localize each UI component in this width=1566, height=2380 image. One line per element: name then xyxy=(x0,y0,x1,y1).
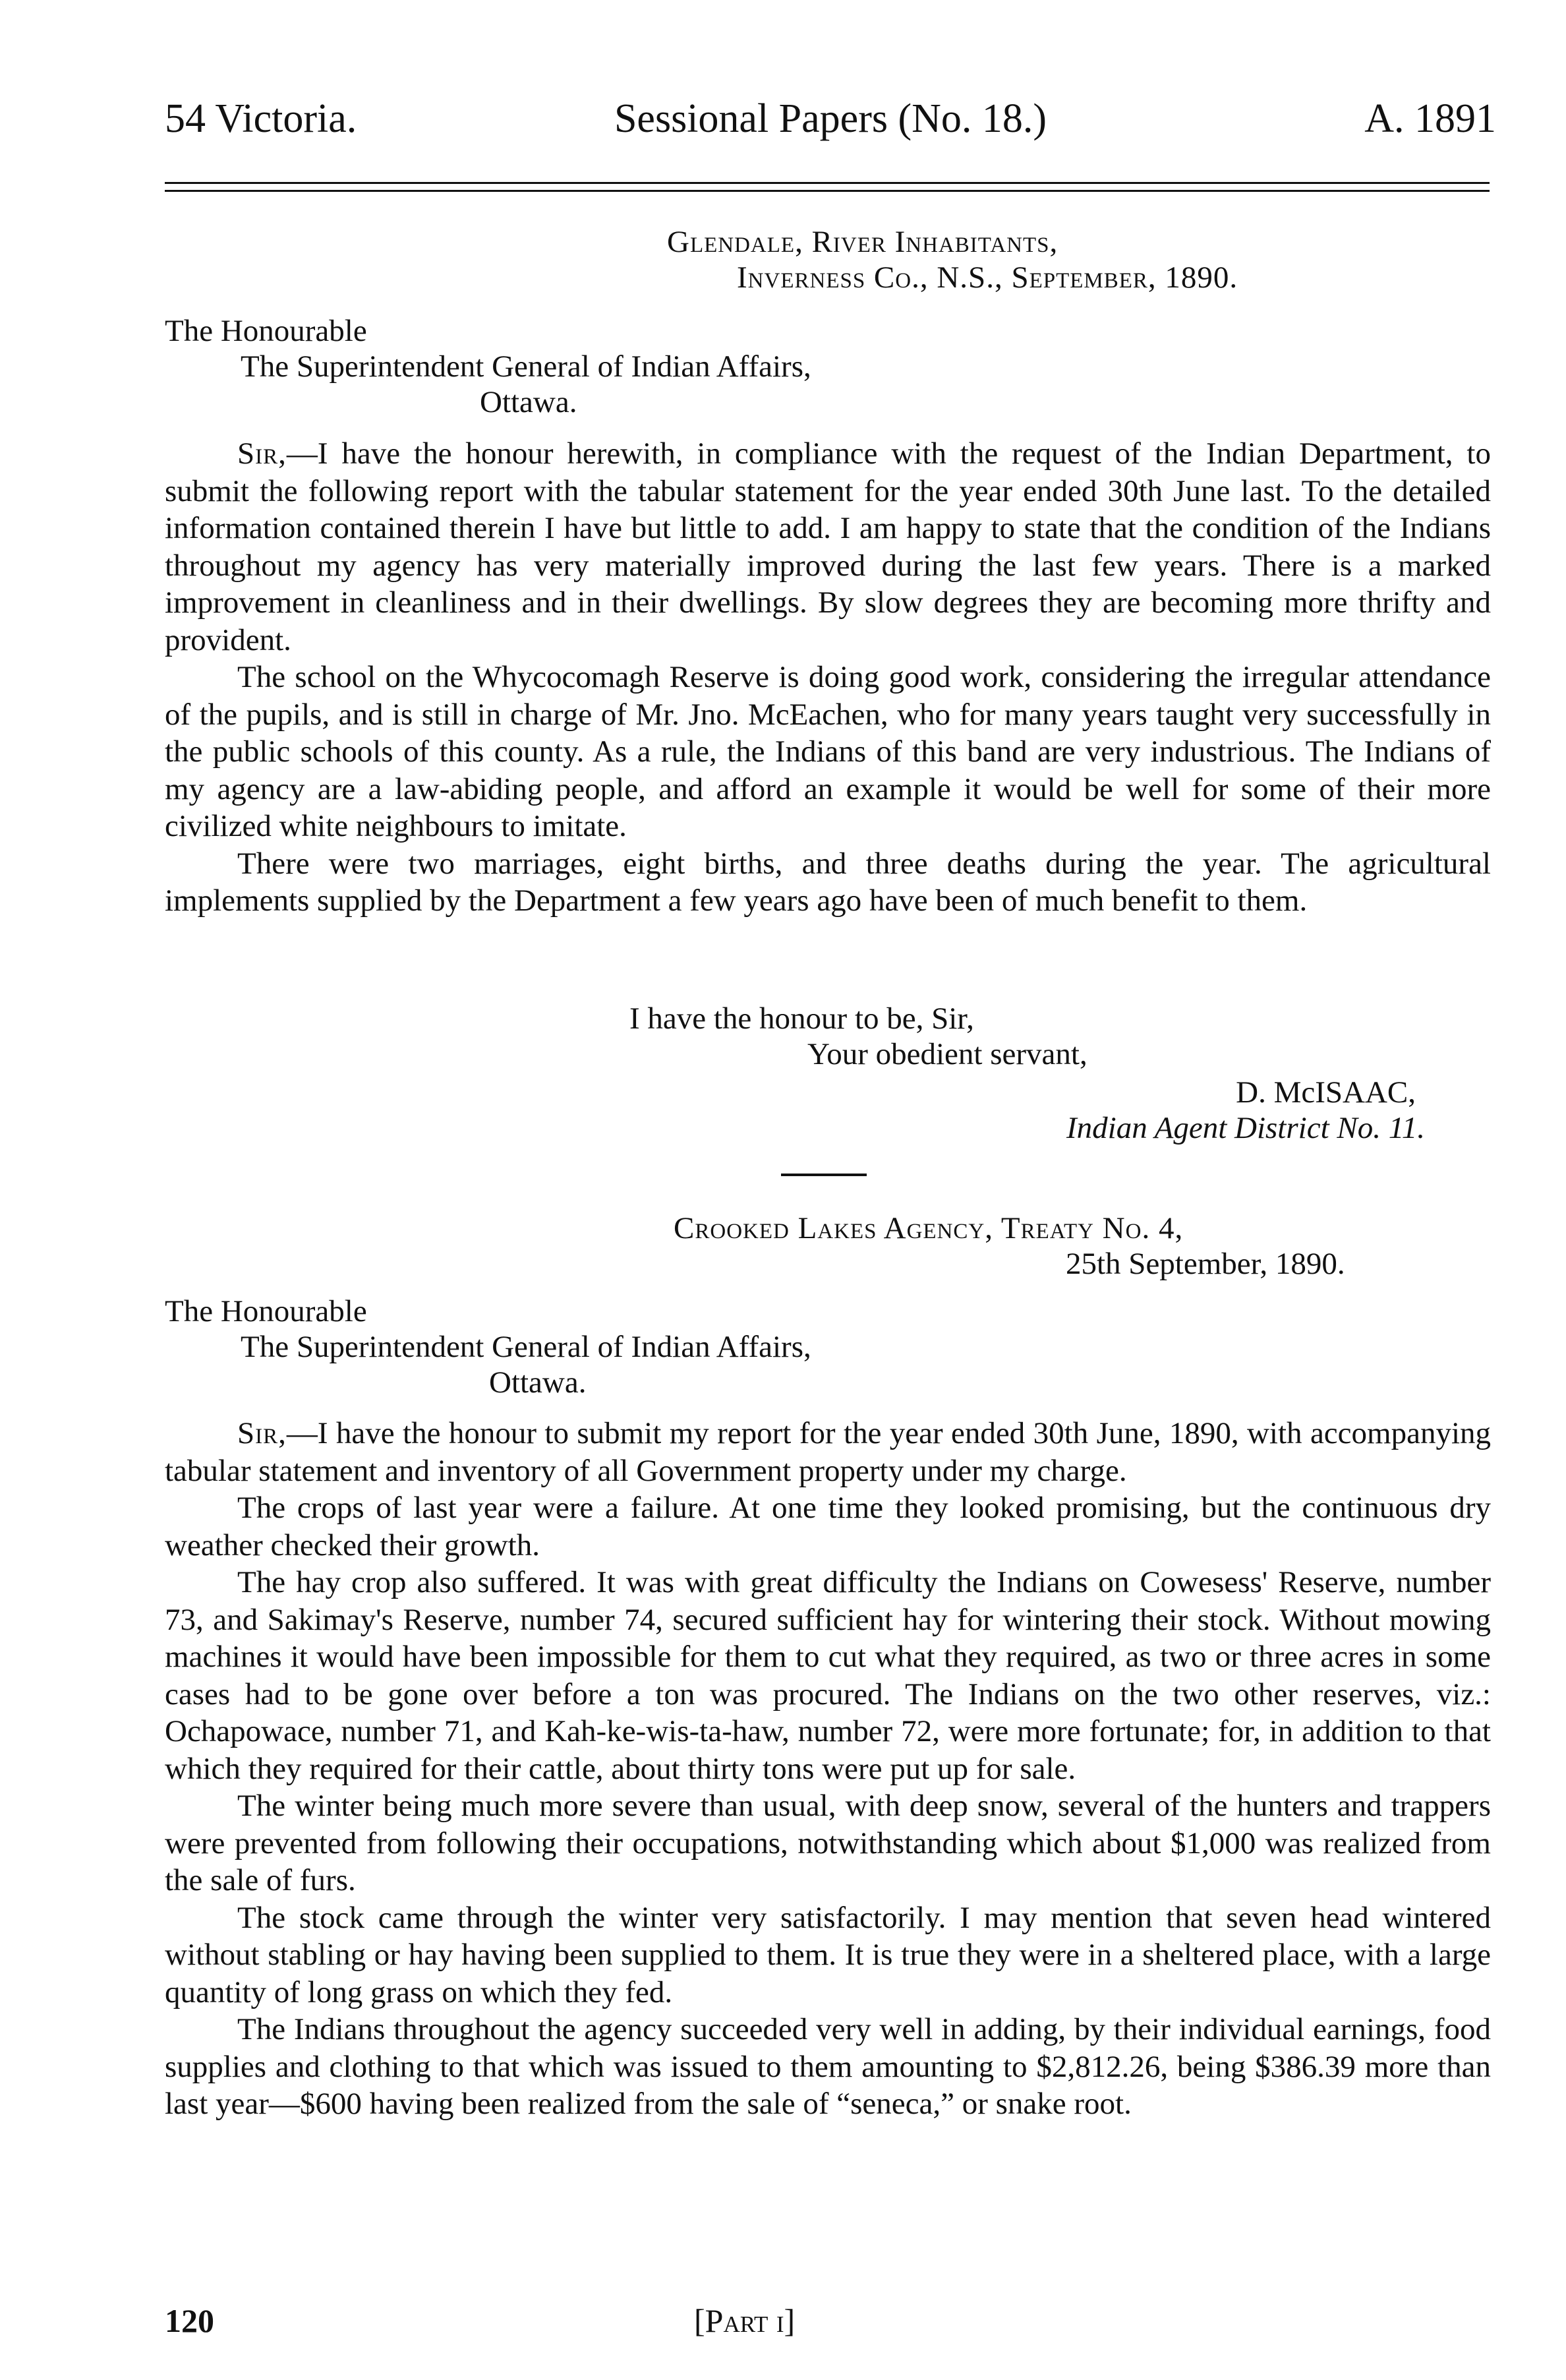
letter2-body xyxy=(165,1415,1491,2123)
letter2-salutation: Sir, xyxy=(237,1416,287,1450)
letter2-addressee xyxy=(165,1294,1153,1400)
letter2-addressee-line2: The Superintendent General of Indian Affairs, xyxy=(241,1330,811,1364)
letter2-location-line1: Crooked Lakes Agency, Treaty No. 4, xyxy=(674,1211,1184,1245)
running-header xyxy=(165,92,1496,145)
letter2-paragraph-5: The stock came through the winter very satisfactorily. I may mention that seven head wintered without stabling or hay having been supplied to them. It is true they were in a sheltered place, with a large quantity of long grass on which they fed. xyxy=(165,1900,1491,2009)
letter2-addressee-line1: The Honourable xyxy=(165,1294,367,1328)
letter2-paragraph-3: The hay crop also suffered. It was with great difficulty the Indians on Cowesess' Reserve, number 73, and Sakimay's Reserve, number 74, secured sufficient hay for wintering their stock. Without mowing machines it would have been impossible for them to cut what they required, as two or three acres in some cases had to be gone over before a ton was procured. The Indians on the two other reserves, viz.: Ochapowace, number 71, and Kah-ke-wis-ta-haw, number 72, were more fortunate; for, in addition to that which they required for their cattle, about thirty tons were put up for sale. xyxy=(165,1565,1491,1786)
letter2-paragraph-2: The crops of last year were a failure. At one time they looked promising, but the continuous dry weather checked their growth. xyxy=(165,1491,1491,1562)
letter1-closing xyxy=(629,1001,1420,1072)
letter1-paragraph-3: There were two marriages, eight births, and three deaths during the year. The agricultural implements supplied by the Department a few years ago have been of much benefit to them. xyxy=(165,846,1491,918)
letter2-paragraph-1 xyxy=(165,1415,1491,1489)
header-rule-top xyxy=(165,182,1490,184)
letter1-location-line1: Glendale, River Inhabitants, xyxy=(667,225,1058,259)
letter1-body xyxy=(165,435,1491,920)
letter1-addressee-line2: The Superintendent General of Indian Affairs, xyxy=(241,349,811,384)
header-rule-bottom xyxy=(165,190,1490,192)
letter2-addressee-line3: Ottawa. xyxy=(489,1365,587,1400)
header-year: A. 1891 xyxy=(1364,96,1496,141)
letter1-addressee xyxy=(165,313,1153,420)
letter2-paragraph-1-text: —I have the honour to submit my report for the year ended 30th June, 1890, with accompanying tabular statement and inventory of all Government property under my charge. xyxy=(165,1416,1491,1488)
letter1-closing-line2: Your obedient servant, xyxy=(807,1037,1088,1071)
letter1-paragraph-2: The school on the Whycocomagh Reserve is doing good work, considering the irregular attendance of the pupils, and is still in charge of Mr. Jno. McEachen, who for many years taught very successfully in the public schools of this county. As a rule, the Indians of this band are very industrious. The Indians of my agency are a law-abiding people, and afford an example it would be well for some of their more civilized white neighbours to imitate. xyxy=(165,660,1491,843)
letter1-salutation: Sir, xyxy=(237,436,287,471)
header-volume: 54 Victoria. xyxy=(165,96,357,141)
page-footer xyxy=(165,2301,956,2340)
letter1-signature-title: Indian Agent District No. 11. xyxy=(1066,1111,1425,1145)
letter2-paragraph-4: The winter being much more severe than usual, with deep snow, several of the hunters and trappers were prevented from following their occupations, notwithstanding which about $1,000 was realized from the sale of furs. xyxy=(165,1789,1491,1897)
page-number: 120 xyxy=(165,2302,214,2339)
letter1-signature xyxy=(857,1075,1425,1146)
letter1-paragraph-1 xyxy=(165,435,1491,659)
letter1-location-line2-text: Inverness Co., N.S., September, 1890. xyxy=(737,260,1238,295)
letter1-location-line2 xyxy=(667,260,1491,295)
letter2-location-line2: 25th September, 1890. xyxy=(1066,1247,1345,1281)
part-label: [Part i] xyxy=(694,2302,796,2339)
letter1-addressee-line3: Ottawa. xyxy=(480,385,577,419)
letter1-closing-line1: I have the honour to be, Sir, xyxy=(629,1001,974,1036)
header-title: Sessional Papers (No. 18.) xyxy=(614,96,1047,141)
letter1-addressee-line1: The Honourable xyxy=(165,314,367,348)
letter1-signature-name: D. McISAAC, xyxy=(1236,1075,1416,1110)
section-divider xyxy=(781,1174,867,1176)
letter1-location xyxy=(667,224,1491,295)
letter1-paragraph-1-text: —I have the honour herewith, in compliance with the request of the Indian Department, to submit the following report with the tabular statement for the year ended 30th June last. To the detailed information contained therein I have but little to add. I am happy to state that the condition of the Indians throughout my agency has very materially improved during the last few years. There is a marked improvement in cleanliness and in their dwellings. By slow degrees they are becoming more thrifty and provident. xyxy=(165,436,1491,657)
letter2-paragraph-6: The Indians throughout the agency succeeded very well in adding, by their individual earnings, food supplies and clothing to that which was issued to them amounting to $2,812.26, being $386.39 more than last year—$600 having been realized from the sale of “seneca,” or snake root. xyxy=(165,2012,1491,2121)
letter2-location xyxy=(674,1210,1491,1282)
